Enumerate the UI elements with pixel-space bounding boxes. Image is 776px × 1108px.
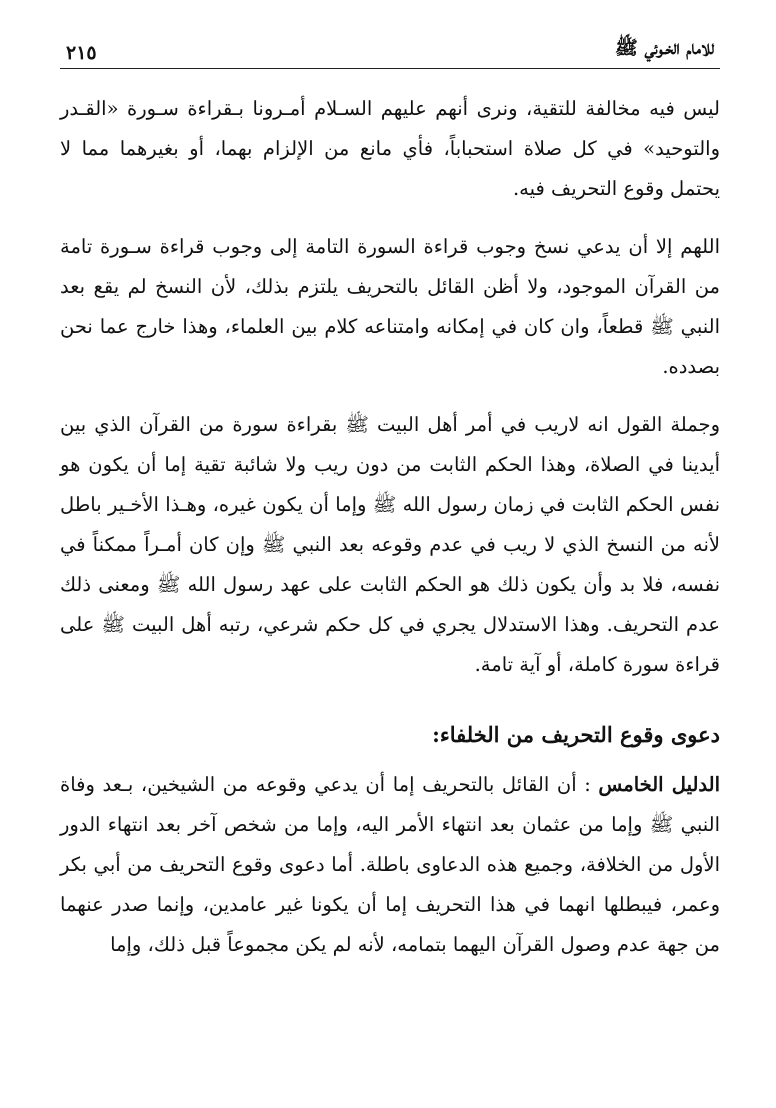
paragraph-4-text: : أن القائل بالتحريف إما أن يدعي وقوعه من الشيخين، بـعد وفاة النبي ﷺ وإما من عثمان بعد انتهاء الأمر اليه، وإما من شخص آخر بعد انتهاء الدور الأول من الخلافة، وجميع هذه الدعاوى باطلة. أما دعوى وقوع التحريف من أبي بكر وعمر، فيبطلها انهما في هذا التحريف إما أن يكونا غير عامدين، وإنما صدر عنهما من جهة عدم وصول القرآن اليهما بتمامه، لأنه لم يكن مجموعاً قبل ذلك، وإما [60,773,720,956]
paragraph-lead: الدليل الخامس [598,773,720,796]
body-text [60,89,720,965]
section-heading: دعوى وقوع التحريف من الخلفاء: [432,722,720,747]
paragraph-3: وجملة القول انه لاريب في أمر أهل البيت ﷺ بقراءة سورة من القرآن الذي بين أيدينا في الصلاة، وهذا الحكم الثابت من دون ريب ولا شائبة تقية إما أن يكون هو نفس الحكم الثابت في زمان رسول الله ﷺ وإما أن يكون غيره، وهـذا الأخـير باطل لأنه من النسخ الذي لا ريب في عدم وقوعه بعد النبي ﷺ وإن كان أمـراً ممكناً في نفسه، فلا بد وأن يكون ذلك هو الحكم الثابت على عهد رسول الله ﷺ ومعنى ذلك عدم التحريف. وهذا الاستدلال يجري في كل حكم شرعي، رتبه أهل البيت ﷺ على قراءة سورة كاملة، أو آية تامة. [60,413,720,676]
header-title: للامام الخـوئي ﷺ [614,37,714,59]
paragraph-1: ليس فيه مخالفة للتقية، ونرى أنهم عليهم السـلام أمـرونا بـقراءة سـورة «القـدر والتوحيد» في كل صلاة استحباباً، فأي مانع من الإلزام بهما، أو بغيرهما مما لا يحتمل وقوع التحريف فيه. [60,97,720,200]
paragraph-2: اللهم إلا أن يدعي نسخ وجوب قراءة السورة التامة إلى وجوب قراءة سـورة تامة من القرآن الموجود، ولا أظن القائل بالتحريف يلتزم بذلك، لأن النسخ لم يقع بعد النبي ﷺ قطعاً، وان كان في إمكانه وامتناعه كلام بين العلماء، وهذا خارج عما نحن بصدده. [60,235,720,378]
page-number: ٢١٥ [66,42,97,64]
book-page [60,28,720,983]
paragraph-4 [60,765,720,965]
running-header [60,28,720,69]
